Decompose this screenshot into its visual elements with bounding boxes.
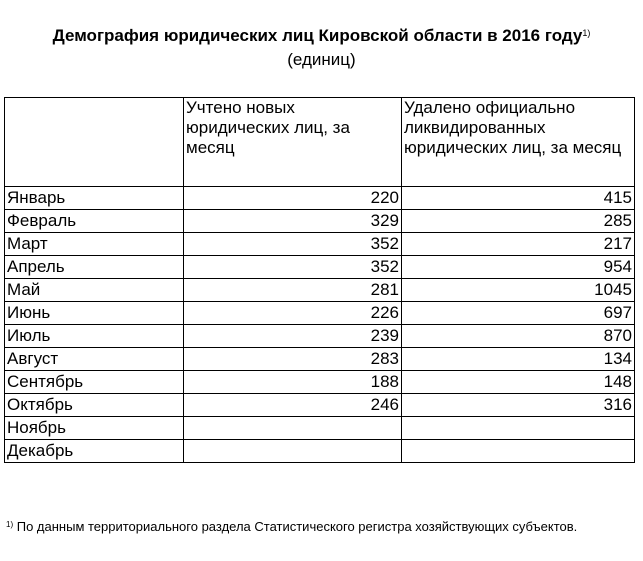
table-row (5, 302, 635, 325)
footnote (6, 518, 636, 535)
table-row (5, 233, 635, 256)
table-row (5, 256, 635, 279)
demography-table (4, 97, 635, 463)
cell-new-entities: 283 (184, 348, 402, 371)
header-deleted-entities: Удалено официально ликвидированных юридических лиц, за месяц (402, 98, 635, 187)
cell-deleted-entities: 697 (402, 302, 635, 325)
table-header-row (5, 98, 635, 187)
cell-new-entities (184, 440, 402, 463)
cell-deleted-entities: 954 (402, 256, 635, 279)
cell-new-entities: 239 (184, 325, 402, 348)
cell-month: Январь (5, 187, 184, 210)
cell-new-entities: 352 (184, 233, 402, 256)
title-text: Демография юридических лиц Кировской области в 2016 году (52, 26, 583, 45)
cell-month: Июнь (5, 302, 184, 325)
cell-month: Март (5, 233, 184, 256)
table-body (5, 187, 635, 463)
cell-month: Февраль (5, 210, 184, 233)
table-row (5, 279, 635, 302)
cell-new-entities: 246 (184, 394, 402, 417)
cell-new-entities: 329 (184, 210, 402, 233)
cell-deleted-entities: 217 (402, 233, 635, 256)
cell-deleted-entities: 1045 (402, 279, 635, 302)
table-row (5, 210, 635, 233)
table-row (5, 187, 635, 210)
cell-month: Октябрь (5, 394, 184, 417)
title-footnote-mark: 1) (582, 28, 591, 38)
cell-deleted-entities: 134 (402, 348, 635, 371)
cell-deleted-entities: 870 (402, 325, 635, 348)
cell-deleted-entities: 285 (402, 210, 635, 233)
table-row (5, 440, 635, 463)
cell-deleted-entities: 415 (402, 187, 635, 210)
document-subtitle: (единиц) (287, 50, 356, 69)
cell-new-entities: 188 (184, 371, 402, 394)
cell-month: Май (5, 279, 184, 302)
cell-new-entities: 281 (184, 279, 402, 302)
table-row (5, 371, 635, 394)
cell-deleted-entities (402, 440, 635, 463)
cell-new-entities: 220 (184, 187, 402, 210)
cell-deleted-entities: 316 (402, 394, 635, 417)
table-row (5, 348, 635, 371)
footnote-mark: 1) (6, 520, 14, 529)
header-new-entities: Учтено новых юридических лиц, за месяц (184, 98, 402, 187)
cell-deleted-entities (402, 417, 635, 440)
table-row (5, 394, 635, 417)
table-row (5, 325, 635, 348)
cell-month: Ноябрь (5, 417, 184, 440)
cell-new-entities (184, 417, 402, 440)
cell-month: Август (5, 348, 184, 371)
table-row (5, 417, 635, 440)
cell-month: Сентябрь (5, 371, 184, 394)
cell-deleted-entities: 148 (402, 371, 635, 394)
cell-new-entities: 352 (184, 256, 402, 279)
footnote-text: По данным территориального раздела Статистического регистра хозяйствующих субъектов. (13, 519, 578, 534)
cell-month: Декабрь (5, 440, 184, 463)
cell-month: Июль (5, 325, 184, 348)
header-month (5, 98, 184, 187)
document-title (0, 26, 643, 46)
cell-month: Апрель (5, 256, 184, 279)
cell-new-entities: 226 (184, 302, 402, 325)
